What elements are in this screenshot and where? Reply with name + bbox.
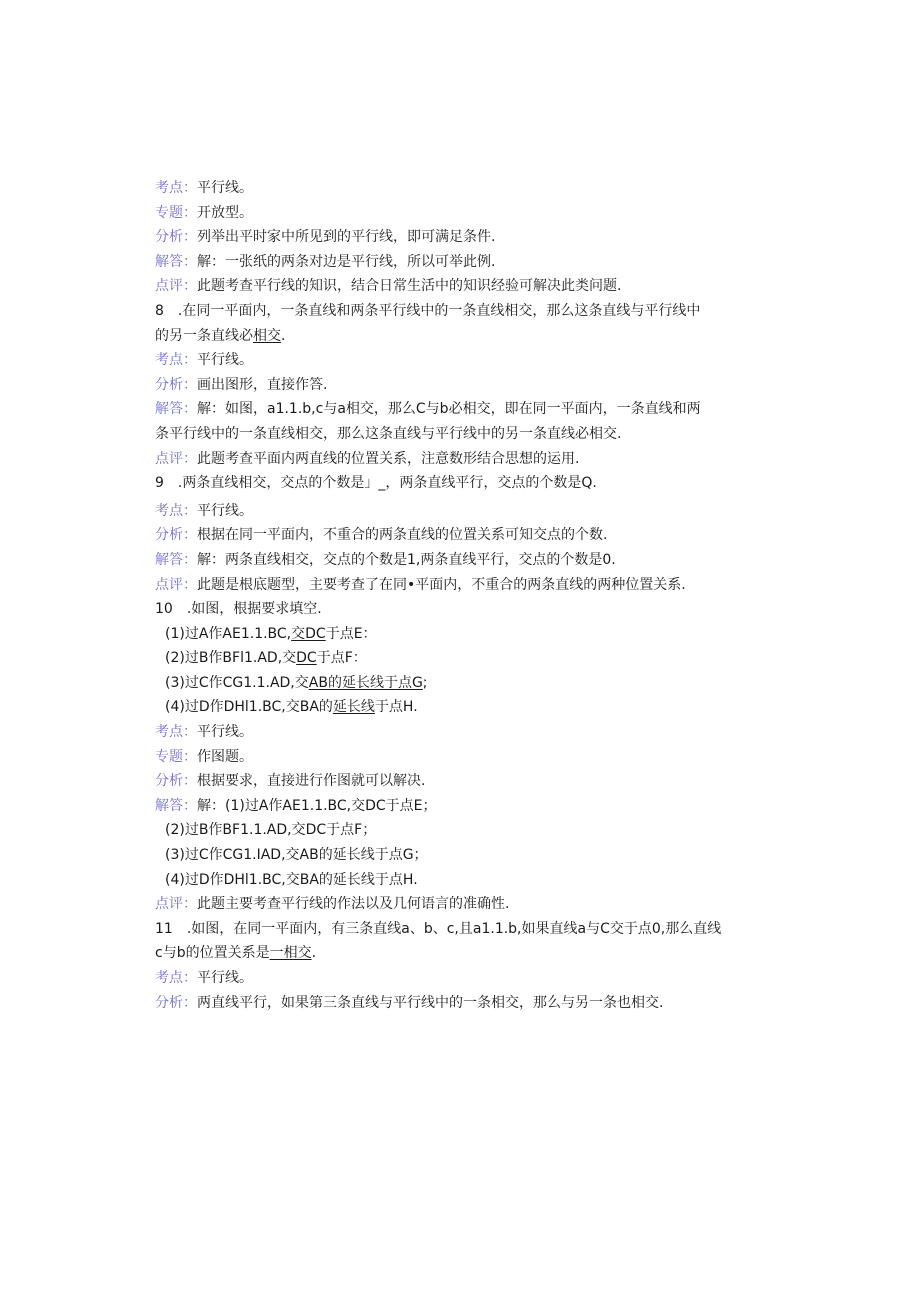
text-line: 专题：开放型。: [155, 204, 253, 221]
text-line: 考点：平行线。: [155, 502, 253, 519]
label-fenxi: 分析：: [155, 527, 197, 544]
question-10-part: (3)过C作CG1.1.AD,交AB的延长线于点G;: [165, 674, 428, 691]
text-line: 分析：两直线平行，如果第三条直线与平行线中的一条相交，那么与另一条也相交.: [155, 994, 664, 1011]
question-8-cont: 的另一条直线必相交.: [155, 327, 286, 344]
text-line: 点评：此题主要考查平行线的作法以及几何语言的准确性.: [155, 896, 510, 913]
text-line: 解答：解：两条直线相交，交点的个数是1,两条直线平行，交点的个数是0.: [155, 551, 616, 568]
label-kaodian: 考点：: [155, 970, 197, 986]
question-10-part: (1)过A作AE1.1.BC,交DC于点E：: [165, 625, 377, 642]
label-zhuanti: 专题：: [155, 204, 197, 221]
text-line: 点评：此题考查平行线的知识，结合日常生活中的知识经验可解决此类问题.: [155, 278, 622, 295]
label-dianping: 点评：: [155, 576, 197, 593]
question-10-part: (2)过B作BFl1.AD,交DC于点F：: [165, 650, 367, 667]
text-line: 考点：平行线。: [155, 352, 253, 369]
text-line: 解答：解：(1)过A作AE1.1.BC,交DC于点E；: [155, 797, 437, 814]
label-jieda: 解答：: [155, 797, 197, 814]
label-jieda: 解答：: [155, 401, 197, 418]
text-line: 分析：根据在同一平面内，不重合的两条直线的位置关系可知交点的个数.: [155, 527, 608, 544]
document-body: [155, 176, 765, 1015]
label-jieda: 解答：: [155, 253, 197, 270]
question-11: 11 .如图，在同一平面内，有三条直线a、b、c,且a1.1.b,如果直线a与C交于点0,那么直线: [155, 920, 722, 937]
question-10: 10 .如图，根据要求填空.: [155, 601, 322, 618]
answer-blank: 延长线: [332, 699, 375, 716]
text-line: 分析：画出图形，直接作答.: [155, 376, 328, 393]
text-line: 考点：平行线。: [155, 724, 253, 741]
text-line: 点评：此题是根底题型，主要考查了在同•平面内，不重合的两条直线的两种位置关系.: [155, 576, 686, 593]
label-dianping: 点评：: [155, 450, 197, 467]
label-fenxi: 分析：: [155, 376, 197, 393]
text-line: (2)过B作BF1.1.AD,交DC于点F；: [165, 822, 377, 839]
label-kaodian: 考点：: [155, 180, 197, 196]
label-jieda: 解答：: [155, 551, 197, 568]
answer-blank: AB的延长线于点G: [308, 674, 423, 691]
question-9: 9 .两条直线相交，交点的个数是」_，两条直线平行，交点的个数是Q.: [155, 475, 597, 492]
label-fenxi: 分析：: [155, 994, 197, 1011]
text-line: 考点：平行线。: [155, 970, 253, 986]
label-fenxi: 分析：: [155, 773, 197, 790]
label-kaodian: 考点：: [155, 724, 197, 741]
label-dianping: 点评：: [155, 896, 197, 913]
label-zhuanti: 专题：: [155, 748, 197, 765]
answer-blank: 相交: [253, 327, 281, 344]
text-line: 点评：此题考查平面内两直线的位置关系，注意数形结合思想的运用.: [155, 450, 580, 467]
text-line: 考点：平行线。: [155, 180, 253, 196]
label-kaodian: 考点：: [155, 352, 197, 369]
text-line: 分析：列举出平时家中所见到的平行线，即可满足条件.: [155, 229, 496, 246]
text-line: 专题：作图题。: [155, 748, 253, 765]
question-8: 8 .在同一平面内，一条直线和两条平行线中的一条直线相交，那么这条直线与平行线中: [155, 302, 701, 319]
answer-blank: DC: [296, 650, 317, 667]
text-line: (3)过C作CG1.IAD,交AB的延长线于点G；: [165, 847, 428, 864]
label-fenxi: 分析：: [155, 229, 197, 246]
answer-blank: 一相交: [269, 945, 312, 962]
label-kaodian: 考点：: [155, 502, 197, 519]
text-line: 条平行线中的一条直线相交，那么这条直线与平行线中的另一条直线必相交.: [155, 425, 622, 442]
text-line: 解答：解：如图，a1.1.b,c与a相交，那么C与b必相交，即在同一平面内，一条直线和两: [155, 401, 701, 418]
label-dianping: 点评：: [155, 278, 197, 295]
question-10-part: (4)过D作DHl1.BC,交BA的延长线于点H.: [165, 699, 418, 716]
answer-blank: 交DC: [291, 625, 326, 642]
text-line: 分析：根据要求，直接进行作图就可以解决.: [155, 773, 426, 790]
question-11-cont: c与b的位置关系是一相交.: [155, 945, 317, 962]
text-line: 解答：解：一张纸的两条对边是平行线，所以可举此例.: [155, 253, 496, 270]
text-line: (4)过D作DHl1.BC,交BA的延长线于点H.: [165, 871, 418, 888]
